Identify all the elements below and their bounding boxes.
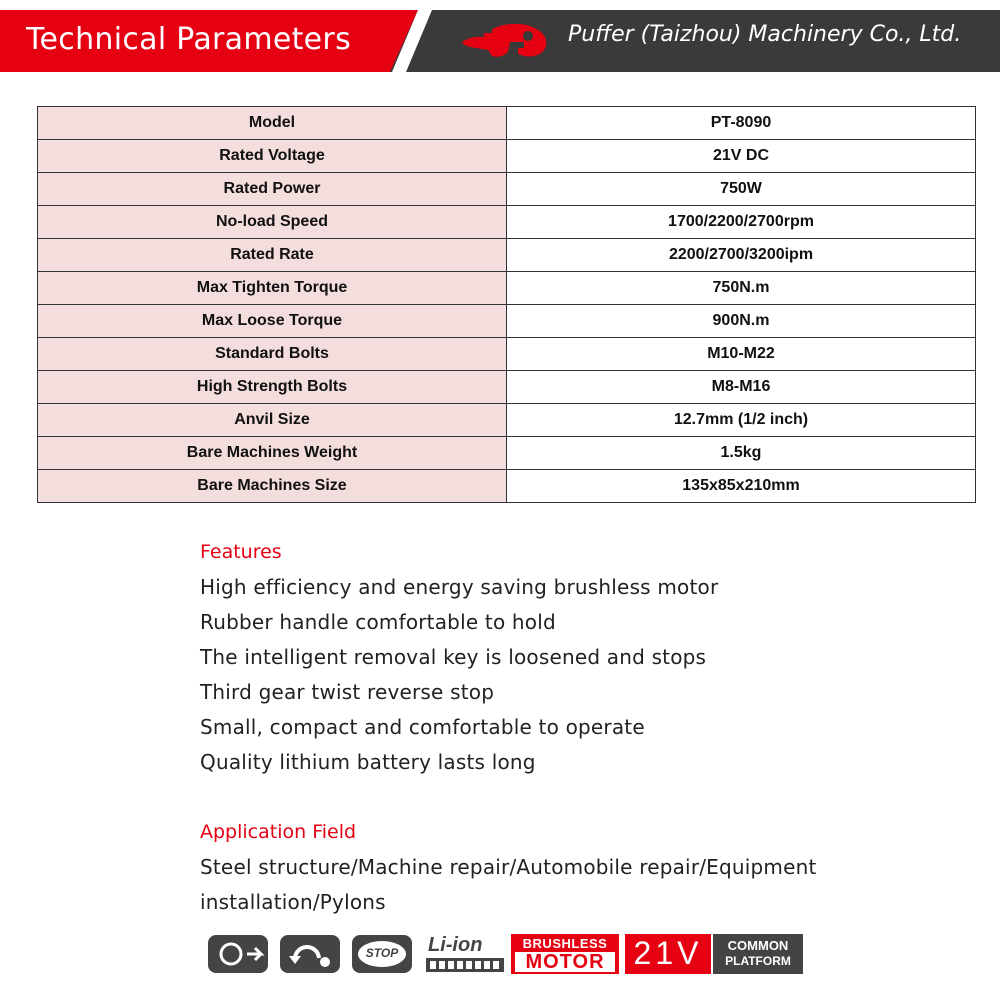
- spec-value: 1700/2200/2700rpm: [507, 206, 976, 239]
- reverse-rotation-icon: [279, 934, 341, 974]
- spec-value: M8-M16: [507, 371, 976, 404]
- voltage-badge: [625, 934, 711, 974]
- spec-row: [38, 206, 976, 239]
- feature-item: High efficiency and energy saving brushless motor: [200, 575, 719, 599]
- feature-item: Small, compact and comfortable to operate: [200, 715, 645, 739]
- spec-value: 1.5kg: [507, 437, 976, 470]
- spec-label: Standard Bolts: [38, 338, 507, 371]
- spec-label: Rated Power: [38, 173, 507, 206]
- spec-label: Anvil Size: [38, 404, 507, 437]
- brushless-motor-badge: [511, 934, 619, 974]
- spec-label: Bare Machines Size: [38, 470, 507, 503]
- spec-value: 750W: [507, 173, 976, 206]
- spec-value: 12.7mm (1/2 inch): [507, 404, 976, 437]
- spec-label: High Strength Bolts: [38, 371, 507, 404]
- spec-row: [38, 470, 976, 503]
- feature-item: The intelligent removal key is loosened and stops: [200, 645, 707, 669]
- li-ion-battery-icon: [424, 934, 508, 974]
- common-platform-badge: [713, 934, 803, 974]
- spec-label: Rated Voltage: [38, 140, 507, 173]
- spec-row: [38, 371, 976, 404]
- spec-row: [38, 140, 976, 173]
- feature-item: Quality lithium battery lasts long: [200, 750, 536, 774]
- spec-row: [38, 107, 976, 140]
- features-title: Features: [200, 541, 282, 563]
- spec-label: Max Loose Torque: [38, 305, 507, 338]
- common-label: COMMON: [727, 938, 789, 953]
- brushless-rotation-icon: [207, 934, 269, 974]
- spec-label: Rated Rate: [38, 239, 507, 272]
- feature-item: Third gear twist reverse stop: [200, 680, 495, 704]
- application-title: Application Field: [200, 821, 357, 843]
- spec-value: M10-M22: [507, 338, 976, 371]
- spec-value: 2200/2700/3200ipm: [507, 239, 976, 272]
- puffer-logo-icon: [458, 16, 554, 64]
- li-ion-label: Li-ion: [428, 934, 483, 956]
- spec-row: [38, 173, 976, 206]
- spec-row: [38, 404, 976, 437]
- application-line: Steel structure/Machine repair/Automobile repair/Equipment: [200, 855, 817, 879]
- stop-icon: [351, 934, 413, 974]
- spec-label: Model: [38, 107, 507, 140]
- spec-value: 135x85x210mm: [507, 470, 976, 503]
- spec-label: Max Tighten Torque: [38, 272, 507, 305]
- spec-row: [38, 437, 976, 470]
- spec-value: PT-8090: [507, 107, 976, 140]
- spec-row: [38, 272, 976, 305]
- application-line: installation/Pylons: [200, 890, 386, 914]
- spec-label: Bare Machines Weight: [38, 437, 507, 470]
- spec-row: [38, 305, 976, 338]
- spec-label: No-load Speed: [38, 206, 507, 239]
- brushless-label: BRUSHLESS: [522, 936, 608, 951]
- spec-table: [37, 106, 976, 503]
- spec-row: [38, 338, 976, 371]
- spec-value: 900N.m: [507, 305, 976, 338]
- platform-label: PLATFORM: [725, 954, 791, 968]
- spec-row: [38, 239, 976, 272]
- motor-label: MOTOR: [525, 951, 605, 973]
- voltage-label: 21V: [633, 935, 703, 971]
- company-name: Puffer (Taizhou) Machinery Co., Ltd.: [568, 22, 962, 47]
- spec-value: 750N.m: [507, 272, 976, 305]
- page-title: Technical Parameters: [26, 22, 351, 57]
- spec-value: 21V DC: [507, 140, 976, 173]
- stop-label: STOP: [365, 946, 399, 960]
- feature-item: Rubber handle comfortable to hold: [200, 610, 556, 634]
